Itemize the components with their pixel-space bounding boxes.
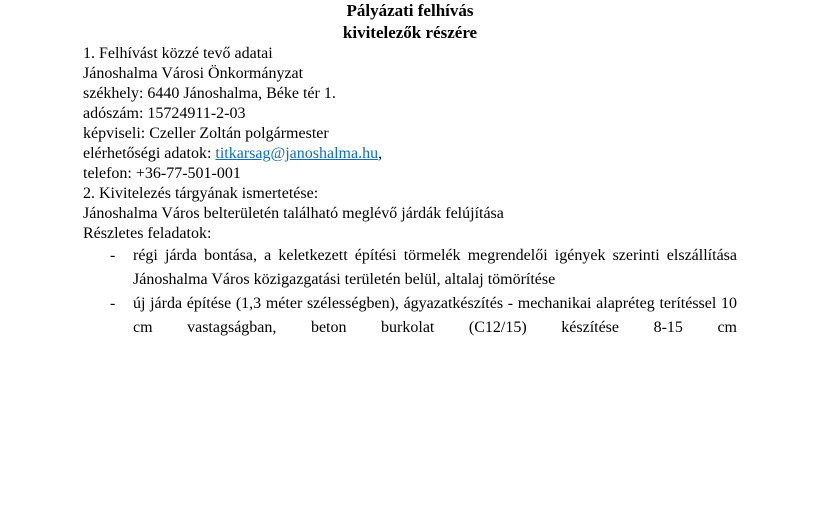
task-item-1 <box>83 244 737 292</box>
bullet-dash: - <box>110 247 116 264</box>
task-item-2 <box>83 292 737 340</box>
title-line-2: kivitelezők részére <box>342 23 478 42</box>
issuer-phone: telefon: +36-77-501-001 <box>83 165 241 182</box>
contact-suffix: , <box>378 145 383 162</box>
document-content <box>83 0 737 340</box>
section-2-heading: 2. Kivitelezés tárgyának ismertetése: <box>83 185 319 202</box>
title-line-1: Pályázati felhívás <box>346 1 474 20</box>
email-link[interactable]: titkarsag@janoshalma.hu <box>215 145 379 162</box>
issuer-contact-line <box>83 144 737 164</box>
tasks-label: Részletes feladatok: <box>83 225 212 242</box>
section-1-heading: 1. Felhívást közzé tevő adatai <box>83 45 273 62</box>
project-subject: Jánoshalma Város belterületén található meglévő járdák felújítása <box>83 205 504 222</box>
task-item-2-text: új járda építése (1,3 méter szélességben), ágyazatkészítés - mechanikai alapréteg terítéssel 10 cm vastagságban, beton burkolat (C12/15) készítése 8-15 cm <box>133 295 737 336</box>
task-list <box>83 244 737 340</box>
contact-label: elérhetőségi adatok: <box>83 145 216 162</box>
document-title <box>83 0 737 44</box>
bullet-dash: - <box>110 295 116 312</box>
issuer-representative: képviseli: Czeller Zoltán polgármester <box>83 125 329 142</box>
task-item-1-text: régi járda bontása, a keletkezett építési törmelék megrendelői igények szerinti elszállítása Jánoshalma Város közigazgatási területén belül, altalaj tömörítése <box>133 247 737 288</box>
issuer-address: székhely: 6440 Jánoshalma, Béke tér 1. <box>83 85 336 102</box>
issuer-name: Jánoshalma Városi Önkormányzat <box>83 65 304 82</box>
issuer-details <box>83 64 737 184</box>
issuer-tax-number: adószám: 15724911-2-03 <box>83 105 246 122</box>
